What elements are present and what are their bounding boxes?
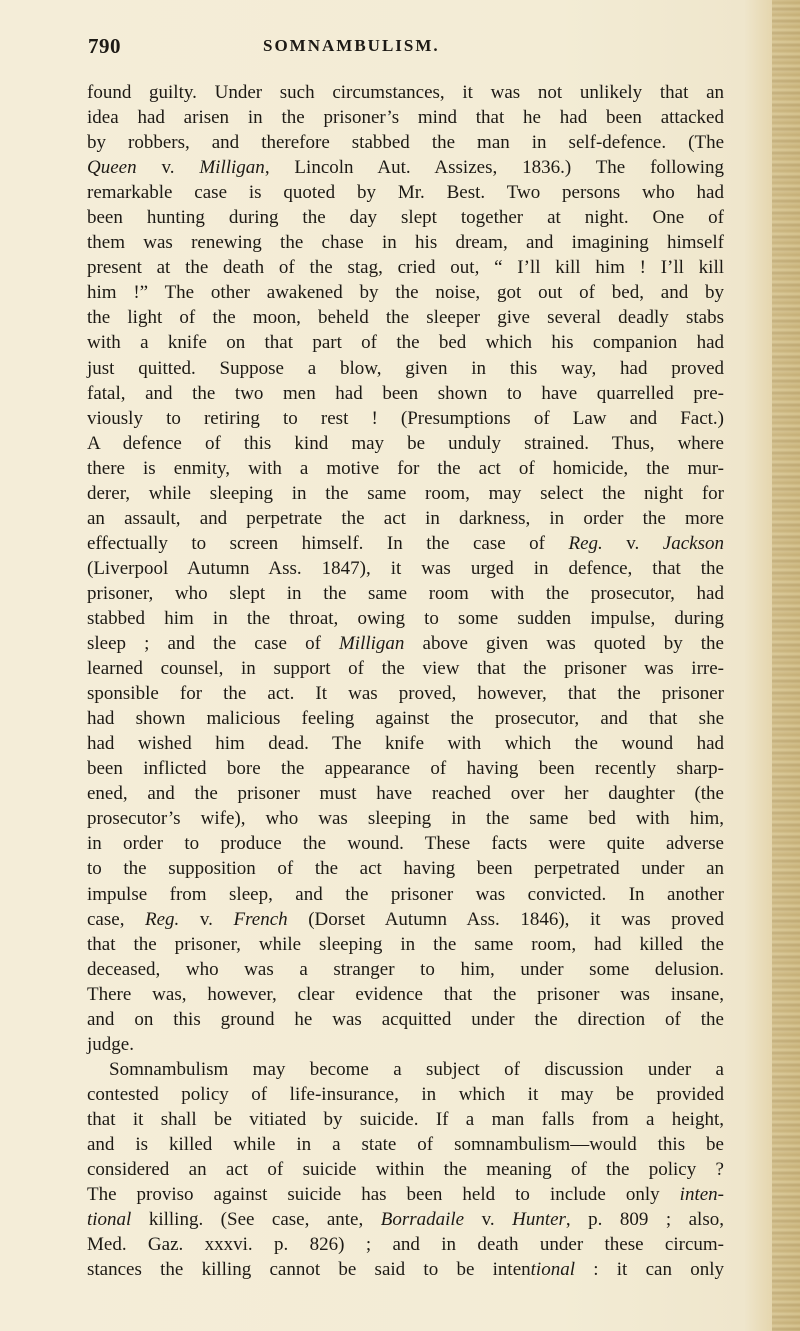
italic-text: Hunter (512, 1209, 566, 1231)
text-line: had wished him dead. The knife with which the wound had (87, 733, 724, 755)
italic-text: Reg. (145, 908, 180, 930)
italic-text: inten- (679, 1184, 724, 1206)
text-line: been inflicted bore the appearance of having been recently sharp- (87, 758, 724, 780)
page-number: 790 (88, 34, 121, 58)
text-line: with a knife on that part of the bed which his companion had (87, 332, 724, 354)
running-title: SOMNAMBULISM. (263, 36, 440, 55)
text-line: found guilty. Under such circumstances, it was not unlikely that an (87, 82, 724, 103)
text-line: viously to retiring to rest ! (Presumptions of Law and Fact.) (87, 407, 724, 429)
text-line: ened, and the prisoner must have reached over her daughter (the (87, 783, 724, 805)
page-edge (772, 0, 800, 1331)
text-line: learned counsel, in support of the view that the prisoner was irre- (87, 658, 724, 680)
body-text (87, 80, 724, 1282)
text-line: there is enmity, with a motive for the act of homicide, the mur- (87, 457, 724, 479)
text-line: case, Reg. v. French (Dorset Autumn Ass. 1846), it was proved (87, 908, 724, 930)
italic-text: Queen (87, 157, 137, 179)
text-line: that it shall be vitiated by suicide. If a man falls from a height, (87, 1108, 724, 1130)
italic-text: French (233, 908, 288, 930)
text-line: sponsible for the act. It was proved, however, that the prisoner (87, 683, 724, 705)
text-line: effectually to screen himself. In the case of Reg. v. Jackson (87, 532, 724, 554)
text-line: There was, however, clear evidence that the prisoner was insane, (87, 983, 724, 1005)
text-line: remarkable case is quoted by Mr. Best. Two persons who had (87, 182, 724, 204)
text-line: stabbed him in the throat, owing to some sudden impulse, during (87, 607, 724, 629)
text-line: Queen v. Milligan, Lincoln Aut. Assizes, 1836.) The following (87, 157, 724, 179)
text-line: impulse from sleep, and the prisoner was convicted. In another (87, 883, 724, 905)
italic-text: tional (530, 1259, 575, 1281)
text-line: Somnambulism may become a subject of discussion under a (109, 1058, 724, 1080)
text-line: A defence of this kind may be unduly strained. Thus, where (87, 432, 724, 454)
text-line: idea had arisen in the prisoner’s mind that he had been attacked (87, 107, 724, 129)
text-line: that the prisoner, while sleeping in the same room, had killed the (87, 933, 724, 955)
text-line: had shown malicious feeling against the prosecutor, and that she (87, 708, 724, 730)
text-line: stances the killing cannot be said to be intentional : it can only (87, 1259, 724, 1281)
page-header (88, 34, 688, 62)
text-line: and is killed while in a state of somnambulism—would this be (87, 1133, 724, 1155)
text-line: considered an act of suicide within the meaning of the policy ? (87, 1159, 724, 1181)
text-line: judge. (87, 1033, 134, 1055)
text-line: Med. Gaz. xxxvi. p. 826) ; and in death under these circum- (87, 1234, 724, 1256)
text-line: an assault, and perpetrate the act in darkness, in order the more (87, 507, 724, 529)
text-line: just quitted. Suppose a blow, given in this way, had proved (87, 357, 724, 379)
text-line: (Liverpool Autumn Ass. 1847), it was urged in defence, that the (87, 557, 724, 579)
italic-text: Borradaile (380, 1209, 465, 1231)
text-line: The proviso against suicide has been held to include only inten- (87, 1184, 724, 1206)
text-line: prisoner, who slept in the same room with the prosecutor, had (87, 582, 724, 604)
text-line: the light of the moon, beheld the sleeper give several deadly stabs (87, 307, 724, 329)
text-line: tional killing. (See case, ante, Borradaile v. Hunter, p. 809 ; also, (87, 1209, 724, 1231)
text-line: been hunting during the day slept together at night. One of (87, 207, 724, 229)
italic-text: Milligan (338, 633, 405, 655)
text-line: them was renewing the chase in his dream, and imagining himself (87, 232, 724, 254)
text-line: him !” The other awakened by the noise, got out of bed, and by (87, 282, 724, 304)
italic-text: tional (87, 1209, 132, 1231)
text-line: in order to produce the wound. These facts were quite adverse (87, 833, 724, 855)
text-line: sleep ; and the case of Milligan above given was quoted by the (87, 633, 724, 655)
text-line: deceased, who was a stranger to him, under some delusion. (87, 958, 724, 980)
italic-text: Jackson (662, 532, 724, 554)
text-line: contested policy of life-insurance, in which it may be provided (87, 1083, 724, 1105)
text-line: present at the death of the stag, cried out, “ I’ll kill him ! I’ll kill (87, 257, 724, 279)
text-line: fatal, and the two men had been shown to have quarrelled pre- (87, 382, 724, 404)
italic-text: Milligan (199, 157, 265, 179)
text-line: and on this ground he was acquitted under the direction of the (87, 1008, 724, 1030)
text-line: by robbers, and therefore stabbed the man in self-defence. (The (87, 132, 724, 154)
text-line: prosecutor’s wife), who was sleeping in the same bed with him, (87, 808, 724, 830)
text-line: to the supposition of the act having been perpetrated under an (87, 858, 724, 880)
italic-text: Reg. (568, 532, 603, 554)
text-line: derer, while sleeping in the same room, may select the night for (87, 482, 724, 504)
